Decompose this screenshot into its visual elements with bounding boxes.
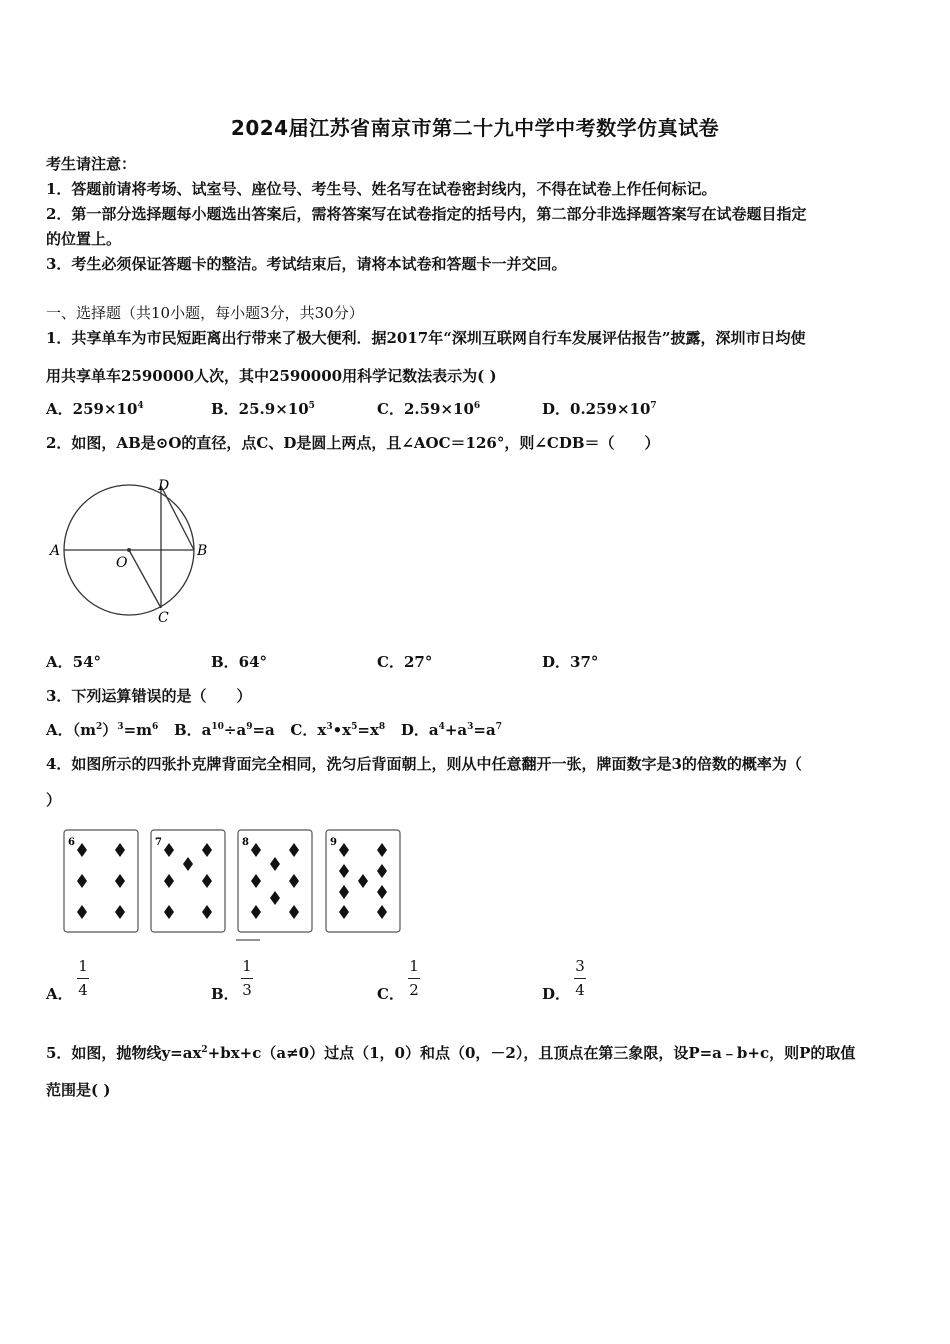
label-c: C: [158, 610, 169, 626]
label-o: O: [116, 555, 128, 571]
q1-option-c: C．$2.59\times 10^6$: [377, 400, 481, 418]
q4-option-b-label: B．: [211, 985, 239, 1003]
q2-text: 2．如图，AB是⊙O的直径，点C、D是圆上两点，且∠AOC＝126°，则∠CDB＝（ ）: [46, 434, 660, 452]
svg-text:7: 7: [155, 837, 162, 848]
label-a: A: [50, 543, 61, 559]
playing-cards-figure: [60, 826, 410, 946]
notice-item-3: 3．考生必须保证答题卡的整洁。考试结束后，请将本试卷和答题卡一并交回。: [46, 255, 567, 273]
q4-option-d-label: D．: [542, 985, 571, 1003]
section-heading: 一、选择题（共10小题，每小题3分，共30分）: [46, 304, 364, 322]
q2-option-a: A．54°: [46, 653, 102, 671]
q4-option-b-fraction: 1 3: [242, 957, 252, 999]
svg-text:6: 6: [68, 837, 75, 848]
q4-option-a-label: A．: [46, 985, 73, 1003]
card-6: [64, 830, 138, 932]
q1-text-line2: 用共享单车2590000人次，其中2590000用科学记数法表示为( ): [46, 367, 497, 385]
circle-diagram: [40, 470, 220, 630]
page-title: 2024届江苏省南京市第二十九中学中考数学仿真试卷: [230, 116, 720, 140]
notice-item-1: 1．答题前请将考场、试室号、座位号、考生号、姓名写在试卷密封线内，不得在试卷上作任何标记。: [46, 180, 717, 198]
q2-option-b: B．64°: [211, 653, 268, 671]
q1-option-d: D．$0.259\times 10^7$: [542, 400, 657, 418]
label-d: D: [158, 478, 170, 494]
q4-option-d-fraction: 3 4: [575, 957, 585, 999]
card-9: [326, 830, 400, 932]
q4-option-a-fraction: 1 4: [78, 957, 88, 999]
notice-item-2-cont: 的位置上。: [46, 230, 122, 248]
svg-text:9: 9: [330, 837, 337, 848]
q5-text-line1: 5．如图，抛物线$y=ax^2+bx+c(a\ne 0)$过点（1，0）和点（0，－2），且顶点在第三象限，设P=a﹣b+c，则P的取值: [46, 1044, 856, 1062]
q1-text-line1: 1．共享单车为市民短距离出行带来了极大便利．据2017年“深圳互联网自行车发展评估报告”披露，深圳市日均使: [46, 329, 806, 347]
svg-text:8: 8: [242, 837, 249, 848]
q1-option-b: B．$25.9\times 10^5$: [211, 400, 315, 418]
q4-option-c-label: C．: [377, 985, 404, 1003]
q4-option-c-fraction: 1 2: [409, 957, 419, 999]
q1-option-a: A．$259\times 10^4$: [46, 400, 144, 418]
notice-item-2: 2．第一部分选择题每小题选出答案后，需将答案写在试卷指定的括号内，第二部分非选择题答案写在试卷题目指定: [46, 205, 807, 223]
label-b: B: [197, 543, 208, 559]
q3-options: A．$(m^2)^3=m^6$ B．$a^{10}\div a^9=a$ C．$x^3•x^5=x^8$ D．$a^4+a^3=a^7$: [46, 721, 502, 739]
card-8: [238, 830, 312, 932]
q5-text-line2: 范围是( ): [46, 1081, 111, 1099]
q3-text: 3．下列运算错误的是（ ）: [46, 687, 252, 705]
card-7: [151, 830, 225, 932]
notice-heading: 考生请注意：: [46, 155, 137, 173]
q2-option-d: D．37°: [542, 653, 599, 671]
q4-text-line2: ）: [46, 791, 62, 809]
q2-option-c: C．27°: [377, 653, 433, 671]
q4-text-line1: 4．如图所示的四张扑克牌背面完全相同，洗匀后背面朝上，则从中任意翻开一张，牌面数字是3的倍数的概率为（: [46, 755, 802, 773]
